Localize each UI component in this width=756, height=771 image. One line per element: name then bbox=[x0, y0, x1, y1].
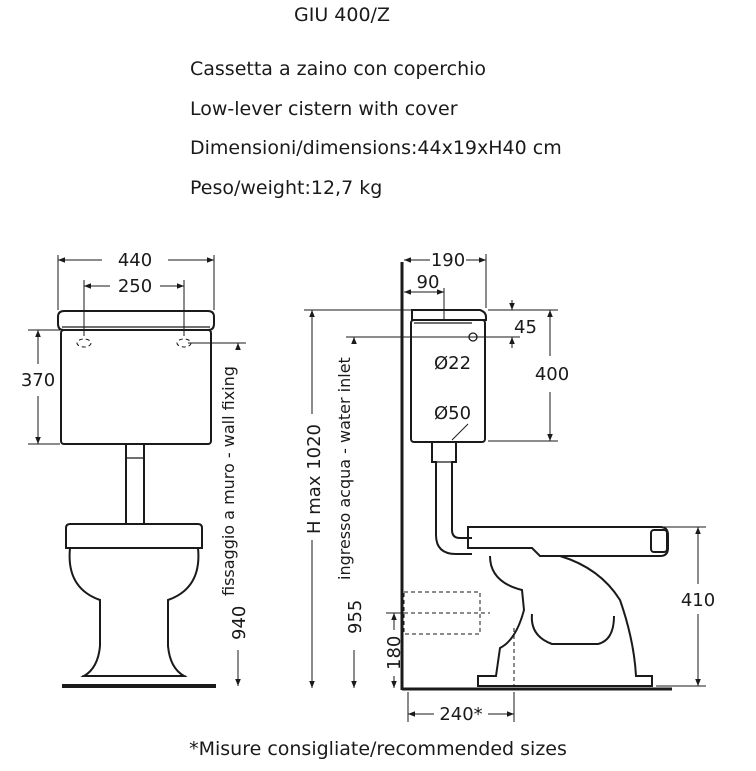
overall-height-label: H max 1020 bbox=[304, 423, 325, 534]
side-view bbox=[304, 250, 715, 725]
outlet-diameter-label: Ø50 bbox=[434, 403, 472, 424]
wall-distance-label: 240* bbox=[439, 704, 483, 725]
front-bowl-body bbox=[70, 548, 199, 676]
wall-fixing-label: fissaggio a muro - wall fixing bbox=[219, 366, 238, 596]
floor-outlet-label: 180 bbox=[384, 635, 405, 670]
description-line-it: Cassetta a zaino con coperchio bbox=[190, 58, 487, 80]
side-depth-label: 190 bbox=[430, 250, 466, 271]
product-code: GIU 400/Z bbox=[294, 4, 390, 26]
water-inlet-label: ingresso acqua - water inlet bbox=[335, 357, 354, 580]
side-inlet-offset-label: 90 bbox=[416, 272, 440, 293]
side-top-offset-label: 45 bbox=[514, 317, 537, 338]
dimensions-line: Dimensioni/dimensions:44x19xH40 cm bbox=[190, 137, 562, 159]
footnote: *Misure consigliate/recommended sizes bbox=[189, 738, 567, 760]
weight-line: Peso/weight:12,7 kg bbox=[190, 177, 383, 199]
wall-fixing-value: 940 bbox=[229, 605, 250, 640]
side-flush-pipe bbox=[432, 442, 472, 554]
front-view bbox=[21, 250, 250, 686]
front-width-label: 440 bbox=[117, 250, 153, 271]
side-cistern-lid bbox=[412, 310, 486, 320]
front-fixing-hole-left bbox=[77, 339, 91, 347]
front-holes-width-label: 250 bbox=[117, 276, 153, 297]
front-cistern-height-label: 370 bbox=[20, 370, 56, 391]
water-inlet-value: 955 bbox=[345, 599, 366, 634]
side-bowl-trap bbox=[532, 614, 614, 644]
front-flush-pipe bbox=[126, 444, 144, 524]
description-line-en: Low-lever cistern with cover bbox=[190, 98, 458, 120]
inlet-diameter-label: Ø22 bbox=[434, 353, 472, 374]
side-bowl-height-label: 410 bbox=[680, 590, 716, 611]
side-cistern-height-label: 400 bbox=[534, 364, 570, 385]
side-bowl-body bbox=[478, 556, 652, 686]
side-bowl-rim bbox=[468, 527, 668, 556]
front-bowl-rim bbox=[66, 524, 202, 548]
